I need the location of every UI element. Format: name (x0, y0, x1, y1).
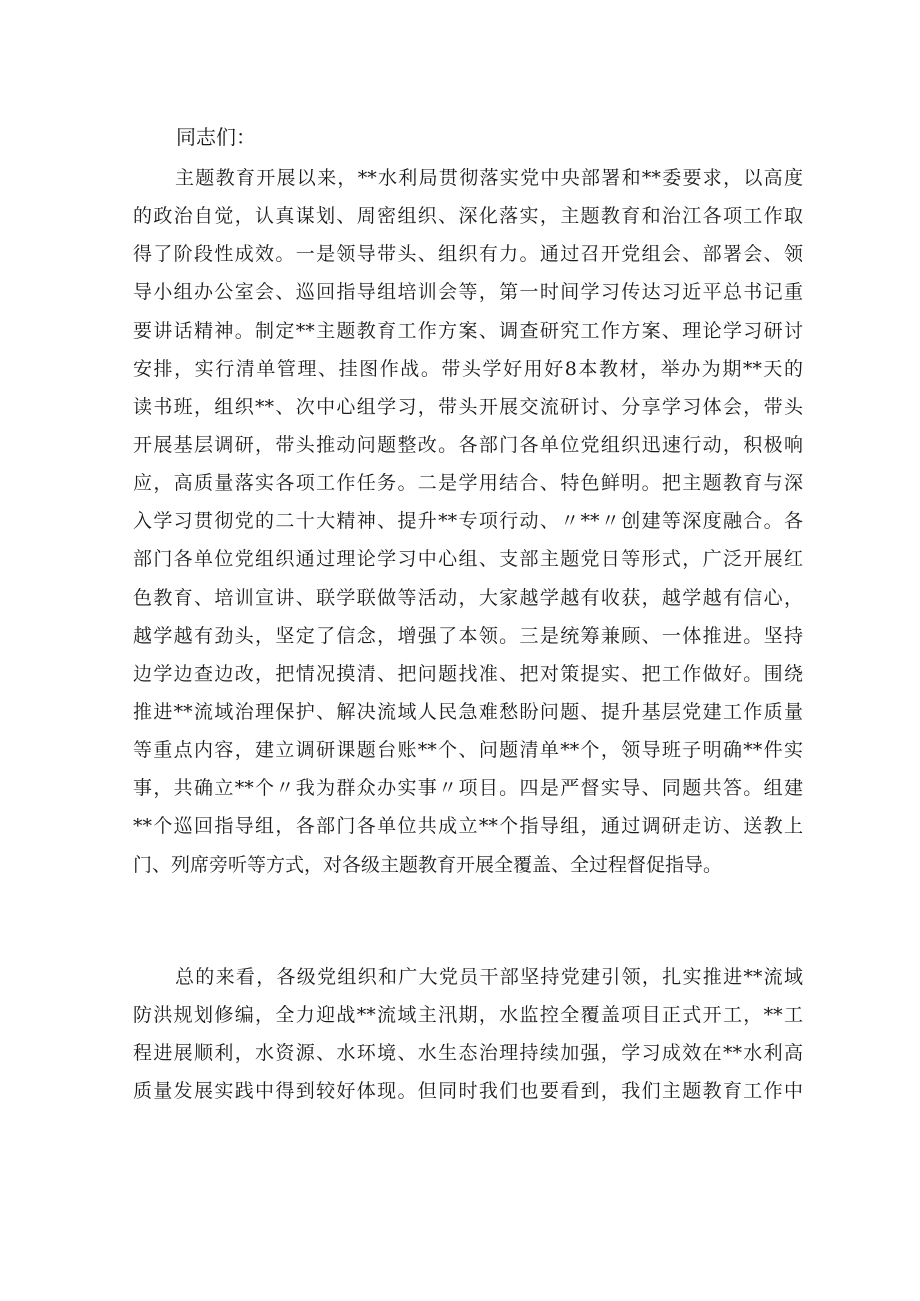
text-line: 要讲话精神。制定**主题教育工作方案、调查研究工作方案、理论学习研讨 (133, 319, 803, 342)
text-line: 色教育、培训宣讲、联学联做等活动，大家越学越有收获，越学越有信心， (133, 586, 803, 609)
text-line: 边学边查边改，把情况摸清、把问题找准、把对策提实、把工作做好。围绕 (133, 662, 803, 685)
text-line: 门、列席旁听等方式，对各级主题教育开展全覆盖、全过程督促指导。 (133, 853, 723, 876)
text-line: 的政治自觉，认真谋划、周密组织、深化落实，主题教育和治江各项工作取 (133, 205, 803, 228)
text-line: 应，高质量落实各项工作任务。二是学用结合、特色鲜明。把主题教育与深 (133, 472, 803, 495)
text-line: 得了阶段性成效。一是领导带头、组织有力。通过召开党组会、部署会、领 (133, 243, 803, 266)
text-line: 质量发展实践中得到较好体现。但同时我们也要看到，我们主题教育工作中 (133, 1080, 803, 1103)
text-line: 部门各单位党组织通过理论学习中心组、支部主题党日等形式，广泛开展红 (133, 548, 803, 571)
text-line: 总的来看，各级党组织和广大党员干部坚持党建引领，扎实推进**流域 (175, 966, 803, 988)
text-line: 防洪规划修编，全力迎战**流域主汛期，水监控全覆盖项目正式开工，**工 (133, 1004, 803, 1027)
paragraph-achievements (133, 159, 803, 884)
text-line: 主题教育开展以来，**水利局贯彻落实党中央部署和**委要求，以高度 (175, 167, 803, 189)
salutation: 同志们： (176, 125, 256, 149)
text-line: 开展基层调研，带头推动问题整改。各部门各单位党组织迅速行动，积极响 (133, 433, 803, 456)
text-line: 读书班，组织**、次中心组学习，带头开展交流研讨、分享学习体会，带头 (133, 395, 803, 418)
paragraph-summary (133, 958, 803, 1111)
text-line: 导小组办公室会、巡回指导组培训会等，第一时间学习传达习近平总书记重 (133, 281, 803, 304)
text-line: 事，共确立**个〃我为群众办实事〃项目。四是严督实导、同题共答。组建 (133, 777, 803, 800)
text-line: 越学越有劲头，坚定了信念，增强了本领。三是统筹兼顾、一体推进。坚持 (133, 624, 803, 647)
text-line: 程进展顺利，水资源、水环境、水生态治理持续加强，学习成效在**水利高 (133, 1042, 803, 1065)
text-line: **个巡回指导组，各部门各单位共成立**个指导组，通过调研走访、送教上 (133, 815, 803, 838)
text-line: 推进**流域治理保护、解决流域人民急难愁盼问题、提升基层党建工作质量 (133, 700, 803, 723)
text-line: 安排，实行清单管理、挂图作战。带头学好用好8本教材，举办为期**天的 (133, 357, 803, 380)
text-line: 等重点内容，建立调研课题台账**个、问题清单**个，领导班子明确**件实 (133, 739, 803, 762)
text-line: 入学习贯彻党的二十大精神、提升**专项行动、〃**〃创建等深度融合。各 (133, 510, 803, 533)
